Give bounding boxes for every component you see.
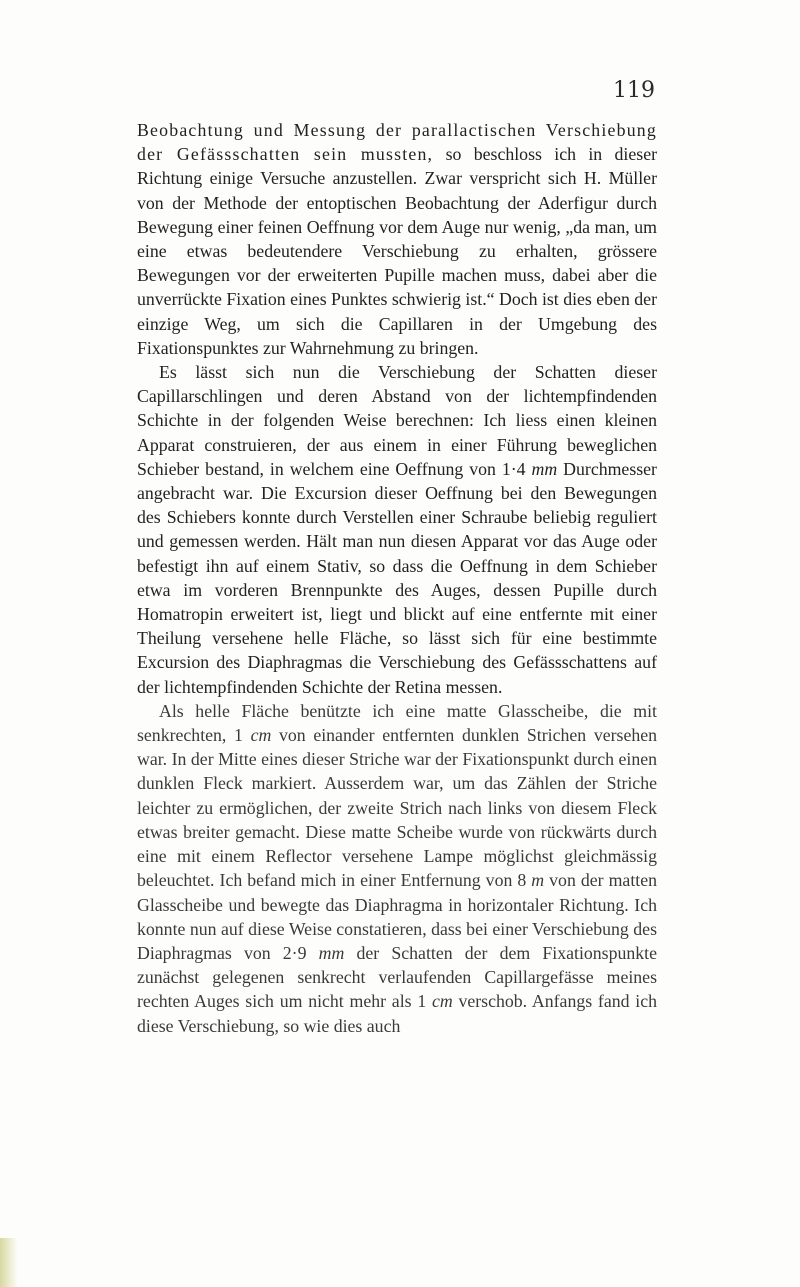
unit-text: cm (250, 725, 272, 746)
paragraph-text: Durchmesser angebracht war. Die Excursion dieser Oeffnung bei den Bewegungen des Schiebers konnte durch Verstellen einer Schraube beliebig reguliert und gemessen werden. Hält man nun diesen Apparat vor das Auge oder befestigt ihn auf einem Stativ, so dass die Oeffnung in dem Schieber etwa im vorderen Brennpunkte des Auges, dessen Pupille durch Homatropin erweitert ist, liegt und blickt auf eine entfernte mit einer Theilung versehene helle Fläche, so lässt sich für eine bestimmte Excursion des Diaphragmas die Verschiebung des Gefässschattens auf der lichtempfindenden Schichte der Retina messen. (137, 458, 657, 697)
page-number: 119 (613, 78, 655, 103)
paragraph-text: Es lässt sich nun die Verschiebung der Schatten dieser Capillarschlingen und deren Abstand von der lichtempfindenden Schichte in der folgenden Weise berechnen: Ich liess einen kleinen Apparat construieren, der aus einem in einer Führung beweglichen Schieber bestand, in welchem eine Oeffnung von 1·4 (137, 362, 657, 479)
paragraph-text: von der matten Glasscheibe und bewegte das Diaphragma in horizontaler Richtung. Ich konnte nun auf diese Weise constatieren, dass bei einer Verschiebung des Diaphragmas von 2·9 (137, 870, 657, 963)
scan-edge-mark (0, 1238, 18, 1287)
paragraph-text: verschob. Anfangs fand ich diese Verschiebung, so wie dies auch (137, 991, 657, 1036)
paragraph-text: von einander entfernten dunklen Strichen versehen war. In der Mitte eines dieser Striche war der Fixationspunkt durch einen dunklen Fleck markiert. Ausserdem war, um das Zählen der Striche leichter zu ermöglichen, der zweite Strich nach links von diesem Fleck etwas breiter gemacht. Diese matte Scheibe wurde von rückwärts durch eine mit einem Reflector versehene Lampe möglichst gleichmässig beleuchtet. Ich befand mich in einer Entfernung von 8 (137, 725, 658, 891)
unit-text: mm (318, 942, 345, 963)
unit-text: m (531, 870, 545, 891)
unit-text: mm (531, 458, 558, 479)
paragraph (137, 118, 657, 360)
body-text (137, 118, 657, 1038)
paragraph (137, 699, 657, 1038)
unit-text: cm (431, 991, 453, 1012)
paragraph-text: Als helle Fläche benützte ich eine matte Glasscheibe, die mit senkrechten, 1 (137, 700, 657, 746)
paragraph-text: der Schatten der dem Fixationspunkte zunächst gelegenen senkrecht verlaufenden Capillargefässe meines rechten Auges sich um nicht mehr als 1 (137, 942, 657, 1012)
paragraph-text: so beschloss ich in dieser Richtung einige Versuche anzustellen. Zwar verspricht sich H. Müller von der Methode der entoptischen Beobachtung der Aderfigur durch Bewegung einer feinen Oeffnung vor dem Auge nur wenig, „da man, um eine etwas bedeutendere Verschiebung zu erhalten, grössere Bewegungen vor der erweiterten Pupille machen muss, dabei aber die unverrückte Fixation eines Punktes schwierig ist.“ Doch ist dies eben der einzige Weg, um sich die Capillaren in der Umgebung des Fixationspunktes zur Wahrnehmung zu bringen. (137, 144, 658, 358)
paragraph (137, 360, 657, 699)
spaced-emphasis-text: Beobachtung und Messung der parallactischen Verschiebung der Gefässschatten sein mussten, (137, 120, 657, 165)
